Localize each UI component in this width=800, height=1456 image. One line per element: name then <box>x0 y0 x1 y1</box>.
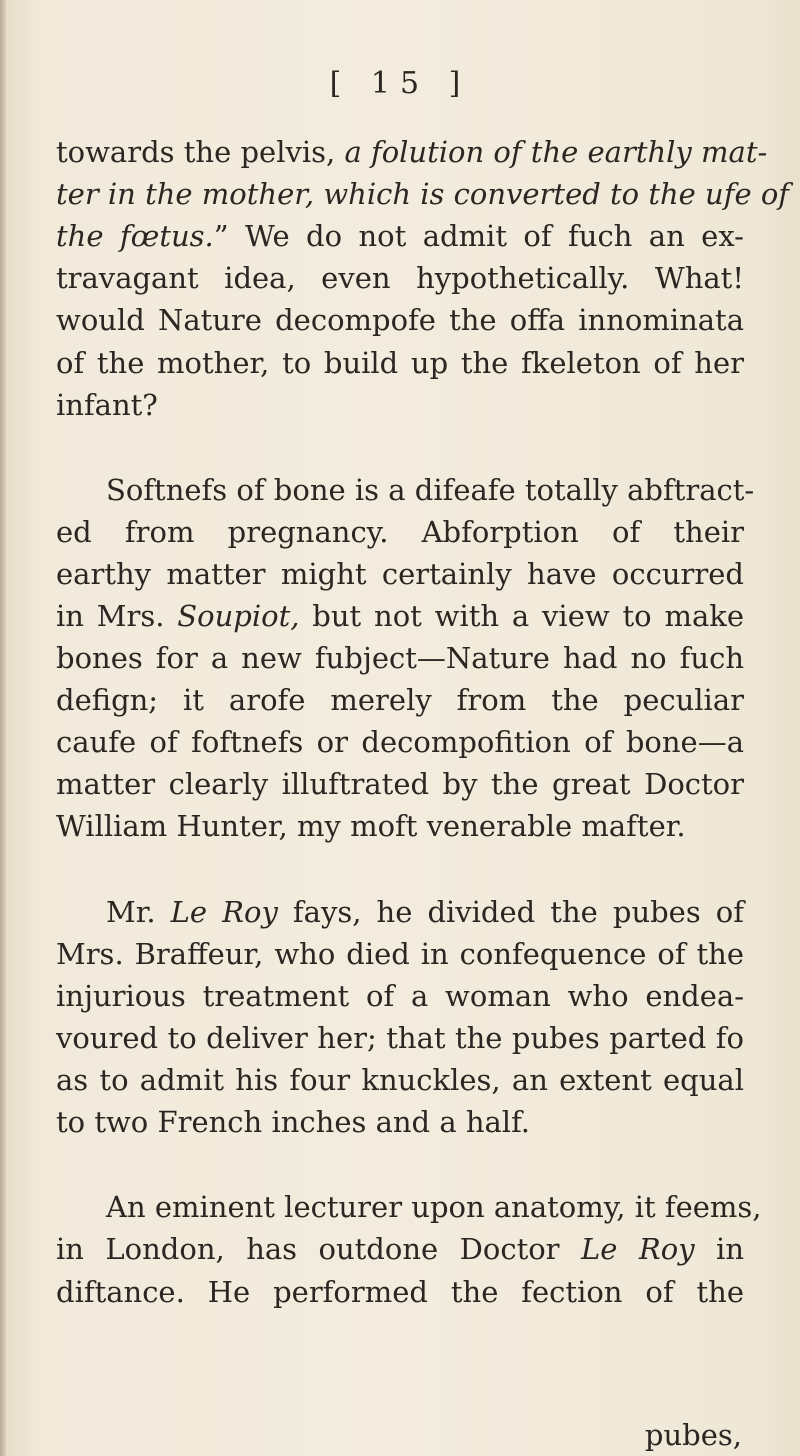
italic-span: Le Roy <box>170 895 278 929</box>
text-span: Softnefs of bone is a difeafe totally abftract- <box>106 473 755 507</box>
text-span: caufe of foftnefs or decompofition of bone—a <box>56 725 744 759</box>
text-span: towards the pelvis, <box>56 135 345 169</box>
text-span: travagant idea, even hypothetically. What! <box>56 261 744 295</box>
text-line <box>56 809 744 843</box>
text-span: injurious treatment of a woman who endea- <box>56 979 744 1013</box>
italic-span: Le Roy <box>581 1232 695 1266</box>
italic-span: Soupiot, <box>177 599 300 633</box>
italic-span: the fœtus. <box>56 219 214 253</box>
text-line <box>56 261 744 295</box>
italic-span: ter in the mother, which is converted to the ufe of <box>56 177 790 211</box>
text-span: Mr. <box>106 895 171 929</box>
text-line <box>56 303 744 337</box>
text-line <box>106 473 755 507</box>
text-span: fays, he divided the pubes of <box>277 895 744 929</box>
text-line <box>56 1275 744 1309</box>
text-span: ” We do not admit of fuch an ex- <box>213 219 744 253</box>
text-line <box>56 767 744 801</box>
text-line <box>56 515 744 549</box>
text-span: would Nature decompofe the offa innominata <box>56 303 744 337</box>
text-span: to two French inches and a half. <box>56 1105 530 1139</box>
text-line <box>56 1021 744 1055</box>
text-span: An eminent lecturer upon anatomy, it feems, <box>106 1190 762 1224</box>
text-span: defign; it arofe merely from the peculiar <box>56 683 744 717</box>
text-span: diftance. He performed the fection of the <box>56 1275 744 1309</box>
text-line <box>56 683 744 717</box>
text-span: William Hunter, my moft venerable mafter. <box>56 809 686 843</box>
text-line <box>56 135 768 169</box>
text-span: voured to deliver her; that the pubes parted fo <box>56 1021 744 1055</box>
text-line <box>56 979 744 1013</box>
text-span: but not with a view to make <box>299 599 744 633</box>
text-span: as to admit his four knuckles, an extent equal <box>56 1063 744 1097</box>
text-line <box>56 177 790 211</box>
text-span: in London, has outdone Doctor <box>56 1232 582 1266</box>
text-span: infant? <box>56 388 158 422</box>
text-line <box>106 895 744 929</box>
text-span: ed from pregnancy. Abforption of their <box>56 515 744 549</box>
text-line <box>56 219 744 253</box>
text-span: earthy matter might certainly have occurred <box>56 557 744 591</box>
text-line <box>56 1105 744 1139</box>
text-line <box>56 388 744 422</box>
text-line <box>56 641 744 675</box>
page-binding-edge <box>0 0 6 1456</box>
italic-span: a folution of the earthly mat- <box>344 135 768 169</box>
text-line <box>56 1232 744 1266</box>
text-line <box>56 1063 744 1097</box>
text-span: matter clearly illuftrated by the great Doctor <box>56 767 744 801</box>
text-line <box>56 557 744 591</box>
text-line <box>56 725 744 759</box>
text-span: of the mother, to build up the fkeleton of her <box>56 346 744 380</box>
text-span: in <box>694 1232 744 1266</box>
text-line <box>56 937 744 971</box>
text-span: bones for a new fubject—Nature had no fuch <box>56 641 744 675</box>
catchword: pubes, <box>644 1418 742 1452</box>
text-span: in Mrs. <box>56 599 178 633</box>
text-line <box>56 346 744 380</box>
page-number-header: [ 15 ] <box>329 66 471 101</box>
text-line <box>106 1190 762 1224</box>
text-span: Mrs. Braffeur, who died in confequence of the <box>56 937 744 971</box>
text-line <box>56 599 744 633</box>
